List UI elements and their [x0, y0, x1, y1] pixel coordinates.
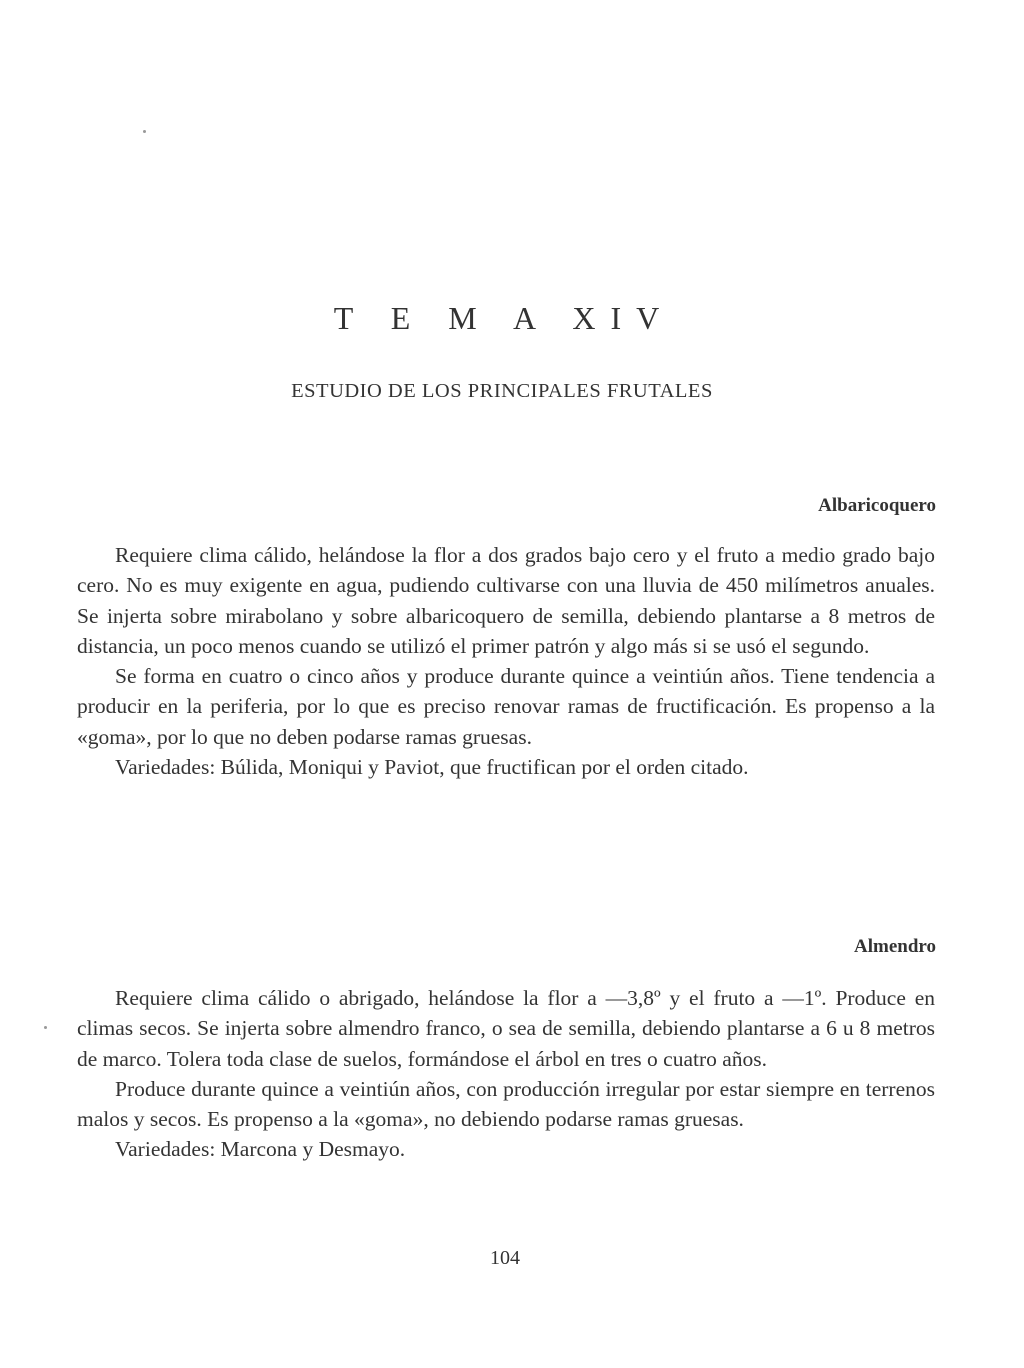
chapter-title: T E M A XIV — [333, 300, 675, 336]
paragraph: Se forma en cuatro o cinco años y produce durante quince a veintiún años. Tiene tendencia a producir en la periferia, por lo que es preciso renovar ramas de fructificación. Es propenso a la «goma», por lo que no deben podarse ramas gruesas. — [77, 664, 935, 749]
section-body-albaricoquero — [77, 540, 935, 782]
paragraph: Variedades: Marcona y Desmayo. — [115, 1137, 406, 1162]
paragraph: Variedades: Búlida, Moniqui y Paviot, que fructifican por el orden citado. — [115, 755, 749, 780]
paragraph: Requiere clima cálido, helándose la flor a dos grados bajo cero y el fruto a medio grado bajo cero. No es muy exigente en agua, pudiendo cultivarse con una lluvia de 450 milímetros anuales. Se injerta sobre mirabolano y sobre albaricoquero de semilla, debiendo plantarse a 8 metros de distancia, un poco menos cuando se utilizó el primer patrón y algo más si se usó el segundo. — [77, 543, 935, 658]
page-number: 104 — [490, 1247, 520, 1269]
scan-speck — [143, 130, 146, 133]
section-body-almendro — [77, 983, 935, 1165]
scan-speck — [44, 1026, 47, 1029]
paragraph: Produce durante quince a veintiún años, con producción irregular por estar siempre en terrenos malos y secos. Es propenso a la «goma», no debiendo podarse ramas gruesas. — [77, 1076, 935, 1132]
paragraph: Requiere clima cálido o abrigado, helándose la flor a —3,8º y el fruto a —1º. Produce en climas secos. Se injerta sobre almendro franco, o sea de semilla, debiendo plantarse a 6 u 8 metros de marco. Tolera toda clase de suelos, formándose el árbol en tres o cuatro años. — [77, 986, 935, 1071]
section-heading-albaricoquero: Albaricoquero — [818, 495, 936, 516]
chapter-subtitle: ESTUDIO DE LOS PRINCIPALES FRUTALES — [291, 380, 713, 402]
section-heading-almendro: Almendro — [854, 936, 936, 957]
